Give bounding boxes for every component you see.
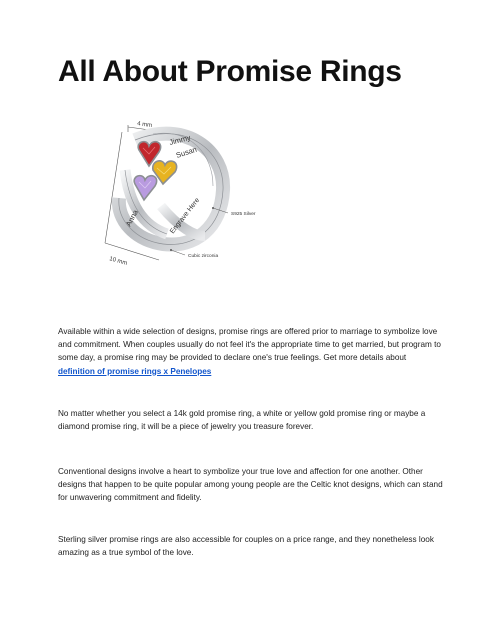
callout-stone-label: Cubic zirconia — [188, 254, 219, 259]
dimension-top-label: 4 mm — [136, 121, 153, 130]
page-title: All About Promise Rings — [58, 55, 402, 88]
paragraph-2: No matter whether you select a 14k gold promise ring, a white or yellow gold promise ring or maybe a diamond promise ring, it will be a piece of jewelry you treasure forever. — [58, 409, 426, 432]
engraving-name-4: Engrave Here — [169, 196, 202, 236]
paragraph-4: Sterling silver promise rings are also accessible for couples on a price range, and they nonetheless look amazing as a true symbol of the love. — [58, 535, 434, 558]
promise-rings-link[interactable]: definition of promise rings x Penelopes — [58, 366, 212, 376]
ring-product-image — [95, 110, 345, 285]
paragraph-3: Conventional designs involve a heart to symbolize your true love and affection for one another. Other designs that happen to be quite popular among young people are the Celtic knot designs, which can stand for unwavering commitment and fidelity. — [58, 467, 443, 503]
callout-material-label: S925 Silver — [231, 212, 256, 217]
engraving-name-3: Anna — [123, 208, 140, 228]
engraving-name-2: Susan — [174, 144, 198, 160]
paragraph-1-text: Available within a wide selection of designs, promise rings are offered prior to marriage to symbolize love and commitment. When couples usually do not feel it's the appropriate time to get married, but program to some day, a promise ring may be provided to declare one's true feelings. Get more details about — [58, 327, 441, 363]
dimension-side-label: 10 mm — [108, 256, 128, 267]
paragraph-1 — [58, 325, 444, 378]
amethyst-heart-stone — [134, 176, 156, 200]
engraving-name-1: Jimmy — [168, 132, 192, 147]
